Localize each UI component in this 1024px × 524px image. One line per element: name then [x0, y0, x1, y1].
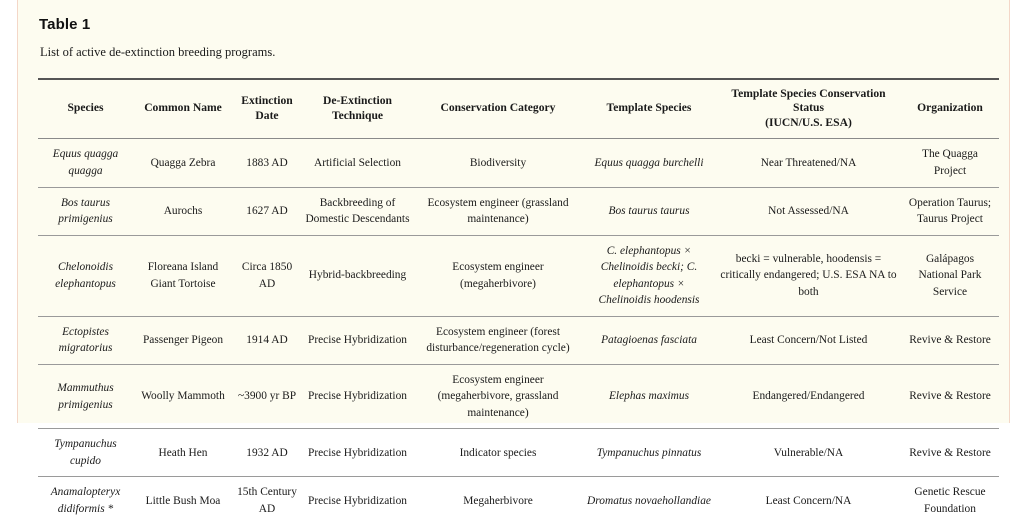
column-header-template-species: Template Species [582, 79, 716, 139]
cell-status: Vulnerable/NA [716, 429, 901, 477]
cell-common-name: Aurochs [133, 187, 233, 235]
cell-species: Tympanuchus cupido [38, 429, 133, 477]
cell-template-species: Elephas maximus [582, 364, 716, 429]
cell-status: becki = vulnerable, hoodensis = critically endangered; U.S. ESA NA to both [716, 235, 901, 316]
cell-extinction-date: ~3900 yr BP [233, 364, 301, 429]
cell-template-species: Dromatus novaehollandiae [587, 494, 711, 507]
document-page [17, 0, 1010, 515]
cell-status: Not Assessed/NA [716, 187, 901, 235]
cell-species: Bos taurus primigenius [38, 187, 133, 235]
cell-status: Near Threatened/NA [716, 139, 901, 187]
table-row [38, 139, 999, 187]
cell-category: Biodiversity [414, 139, 582, 187]
table-row [38, 364, 999, 429]
table-body [38, 139, 999, 524]
cell-organization: Revive & Restore [901, 429, 999, 477]
cell-template-species: Tympanuchus pinnatus [582, 429, 716, 477]
cell-extinction-date: 15th Century AD [237, 486, 297, 515]
cell-species: Ectopistes migratorius [38, 316, 133, 364]
cell-organization: Revive & Restore [901, 316, 999, 364]
cell-category: Ecosystem engineer (forest disturbance/regeneration cycle) [414, 316, 582, 364]
table-row [38, 477, 999, 524]
cell-organization: Genetic Rescue Foundation [914, 486, 986, 515]
cell-extinction-date: 1914 AD [233, 316, 301, 364]
column-header-species: Species [38, 79, 133, 139]
cell-technique: Backbreeding of Domestic Descendants [301, 187, 414, 235]
cell-status: Least Concern/Not Listed [716, 316, 901, 364]
cell-technique: Precise Hybridization [301, 316, 414, 364]
cell-status: Least Concern/NA [765, 494, 852, 507]
cell-common-name: Heath Hen [133, 429, 233, 477]
cell-organization: The Quagga Project [901, 139, 999, 187]
table-caption-text: List of active de-extinction breeding programs. [40, 45, 276, 59]
cell-template-species: C. elephantopus × Chelinoidis becki; C. elephantopus × Chelinoidis hoodensis [582, 235, 716, 316]
cell-common-name: Floreana Island Giant Tortoise [133, 235, 233, 316]
cell-category: Indicator species [414, 429, 582, 477]
cell-technique: Hybrid-backbreeding [301, 235, 414, 316]
cell-species: Anamalopteryx didiformis * [50, 486, 121, 515]
cell-technique: Artificial Selection [301, 139, 414, 187]
column-header-conservation-category: Conservation Category [414, 79, 582, 139]
cell-extinction-date: 1883 AD [233, 139, 301, 187]
cell-extinction-date: 1932 AD [233, 429, 301, 477]
table-row [38, 429, 999, 477]
cell-species: Equus quagga quagga [38, 139, 133, 187]
cell-technique: Precise Hybridization [301, 429, 414, 477]
cell-common-name: Woolly Mammoth [133, 364, 233, 429]
column-header-de-extinction-technique: De-Extinction Technique [301, 79, 414, 139]
cell-category: Ecosystem engineer (grassland maintenance) [414, 187, 582, 235]
cell-template-species: Bos taurus taurus [582, 187, 716, 235]
cell-category: Ecosystem engineer (megaherbivore) [414, 235, 582, 316]
cell-common-name: Passenger Pigeon [133, 316, 233, 364]
cell-common-name: Quagga Zebra [133, 139, 233, 187]
cell-extinction-date: Circa 1850 AD [233, 235, 301, 316]
cell-technique: Precise Hybridization [307, 494, 407, 507]
table-row [38, 235, 999, 316]
cell-species: Mammuthus primigenius [38, 364, 133, 429]
column-header-template-species-conservation-status: Template Species Conservation Status (IUCN/U.S. ESA) [716, 79, 901, 139]
cell-technique: Precise Hybridization [301, 364, 414, 429]
column-header-common-name: Common Name [133, 79, 233, 139]
deextinction-programs-table [38, 78, 999, 524]
column-header-organization: Organization [901, 79, 999, 139]
column-header-extinction-date: Extinction Date [233, 79, 301, 139]
cell-category: Ecosystem engineer (megaherbivore, grassland maintenance) [414, 364, 582, 429]
page-inner [18, 0, 1009, 524]
cell-common-name: Little Bush Moa [145, 494, 221, 507]
cell-template-species: Equus quagga burchelli [582, 139, 716, 187]
cell-organization: Galápagos National Park Service [901, 235, 999, 316]
cell-category: Megaherbivore [463, 494, 533, 507]
table-row [38, 187, 999, 235]
table-caption-title: Table 1 [39, 16, 91, 33]
cell-template-species: Patagioenas fasciata [582, 316, 716, 364]
cell-extinction-date: 1627 AD [233, 187, 301, 235]
table-row [38, 316, 999, 364]
cell-organization: Revive & Restore [901, 364, 999, 429]
cell-species: Chelonoidis elephantopus [38, 235, 133, 316]
table-header-row [38, 79, 999, 139]
cell-status: Endangered/Endangered [716, 364, 901, 429]
cell-organization: Operation Taurus; Taurus Project [901, 187, 999, 235]
table-header [38, 79, 999, 139]
